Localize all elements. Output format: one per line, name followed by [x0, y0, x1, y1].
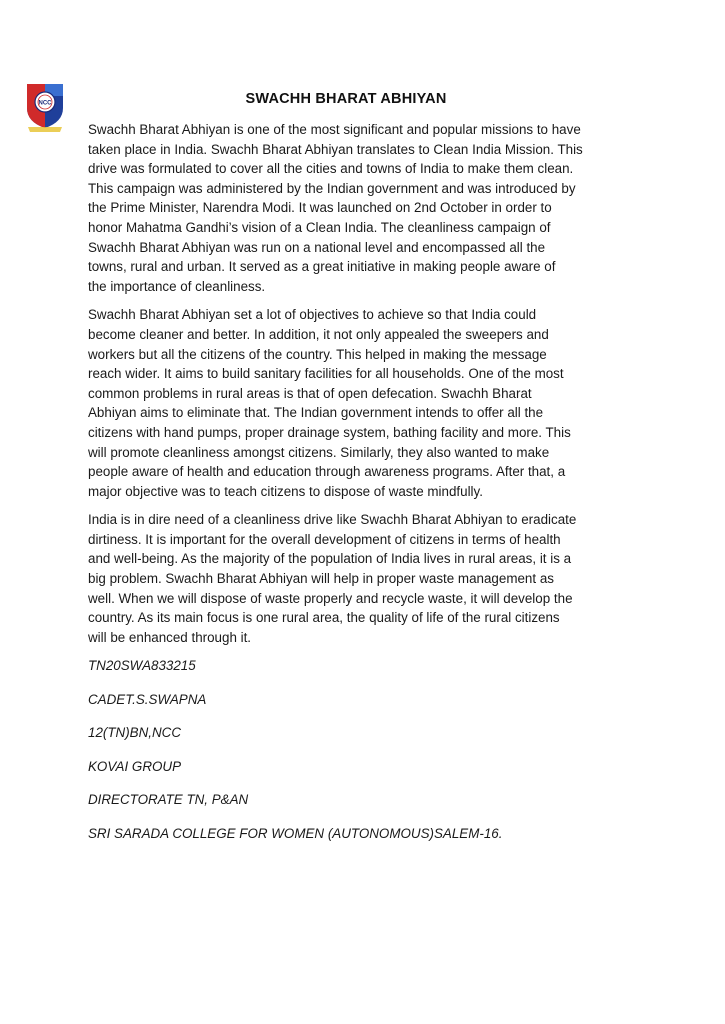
text-line: will be enhanced through it.	[88, 629, 252, 645]
text-line: common problems in rural areas is that of open defecation. Swachh Bharat	[88, 385, 532, 401]
text-line: taken place in India. Swachh Bharat Abhiyan translates to Clean India Mission. This	[88, 141, 583, 157]
text-line: Abhiyan aims to eliminate that. The Indian government intends to offer all the	[88, 405, 544, 421]
document-body	[88, 120, 644, 857]
text-line: towns, rural and urban. It served as a great initiative in making people aware of	[88, 259, 556, 275]
signature-block	[88, 656, 644, 857]
text-line: drive was formulated to cover all the cities and towns of India to make them clean.	[88, 161, 574, 177]
text-line: honor Mahatma Gandhi’s vision of a Clean India. The cleanliness campaign of	[88, 219, 551, 235]
text-line: Swachh Bharat Abhiyan was run on a national level and encompassed all the	[88, 239, 546, 255]
ncc-emblem-icon	[24, 80, 66, 134]
paragraph-3	[88, 510, 644, 647]
directorate: DIRECTORATE TN, P&AN	[88, 792, 249, 808]
cadet-number: TN20SWA833215	[88, 658, 196, 674]
text-line: dirtiness. It is important for the overall development of citizens in terms of health	[88, 531, 561, 547]
text-line: the importance of cleanliness.	[88, 278, 266, 294]
group: KOVAI GROUP	[88, 758, 182, 774]
text-line: citizens with hand pumps, proper drainage system, bathing facility and more. This	[88, 424, 571, 440]
paragraph-1	[88, 120, 644, 296]
text-line: people aware of health and education through awareness programs. After that, a	[88, 464, 566, 480]
text-line: country. As its main focus is one rural area, the quality of life of the rural citizens	[88, 610, 560, 626]
text-line: and well-being. As the majority of the population of India lives in rural areas, it is a	[88, 551, 572, 567]
text-line: This campaign was administered by the Indian government and was introduced by	[88, 180, 576, 196]
text-line: well. When we will dispose of waste properly and recycle waste, it will develop the	[88, 590, 573, 606]
logo-text: NCC	[38, 100, 52, 107]
battalion: 12(TN)BN,NCC	[88, 725, 181, 741]
text-line: will promote cleanliness amongst citizens. Similarly, they also wanted to make	[88, 444, 550, 460]
text-line: major objective was to teach citizens to dispose of waste mindfully.	[88, 483, 483, 499]
college: SRI SARADA COLLEGE FOR WOMEN (AUTONOMOUS)SALEM-16.	[88, 825, 503, 841]
text-line: workers but all the citizens of the country. This helped in making the message	[88, 346, 547, 362]
text-line: Swachh Bharat Abhiyan set a lot of objectives to achieve so that India could	[88, 307, 537, 323]
text-line: reach wider. It aims to build sanitary facilities for all households. One of the most	[88, 366, 564, 382]
document-title: SWACHH BHARAT ABHIYAN	[245, 91, 447, 107]
text-line: big problem. Swachh Bharat Abhiyan will help in proper waste management as	[88, 571, 554, 587]
cadet-name: CADET.S.SWAPNA	[88, 691, 207, 707]
paragraph-2	[88, 305, 644, 501]
text-line: India is in dire need of a cleanliness drive like Swachh Bharat Abhiyan to eradicate	[88, 512, 577, 528]
text-line: Swachh Bharat Abhiyan is one of the most significant and popular missions to have	[88, 122, 581, 137]
text-line: the Prime Minister, Narendra Modi. It was launched on 2nd October in order to	[88, 200, 552, 216]
text-line: become cleaner and better. In addition, it not only appealed the sweepers and	[88, 326, 549, 342]
